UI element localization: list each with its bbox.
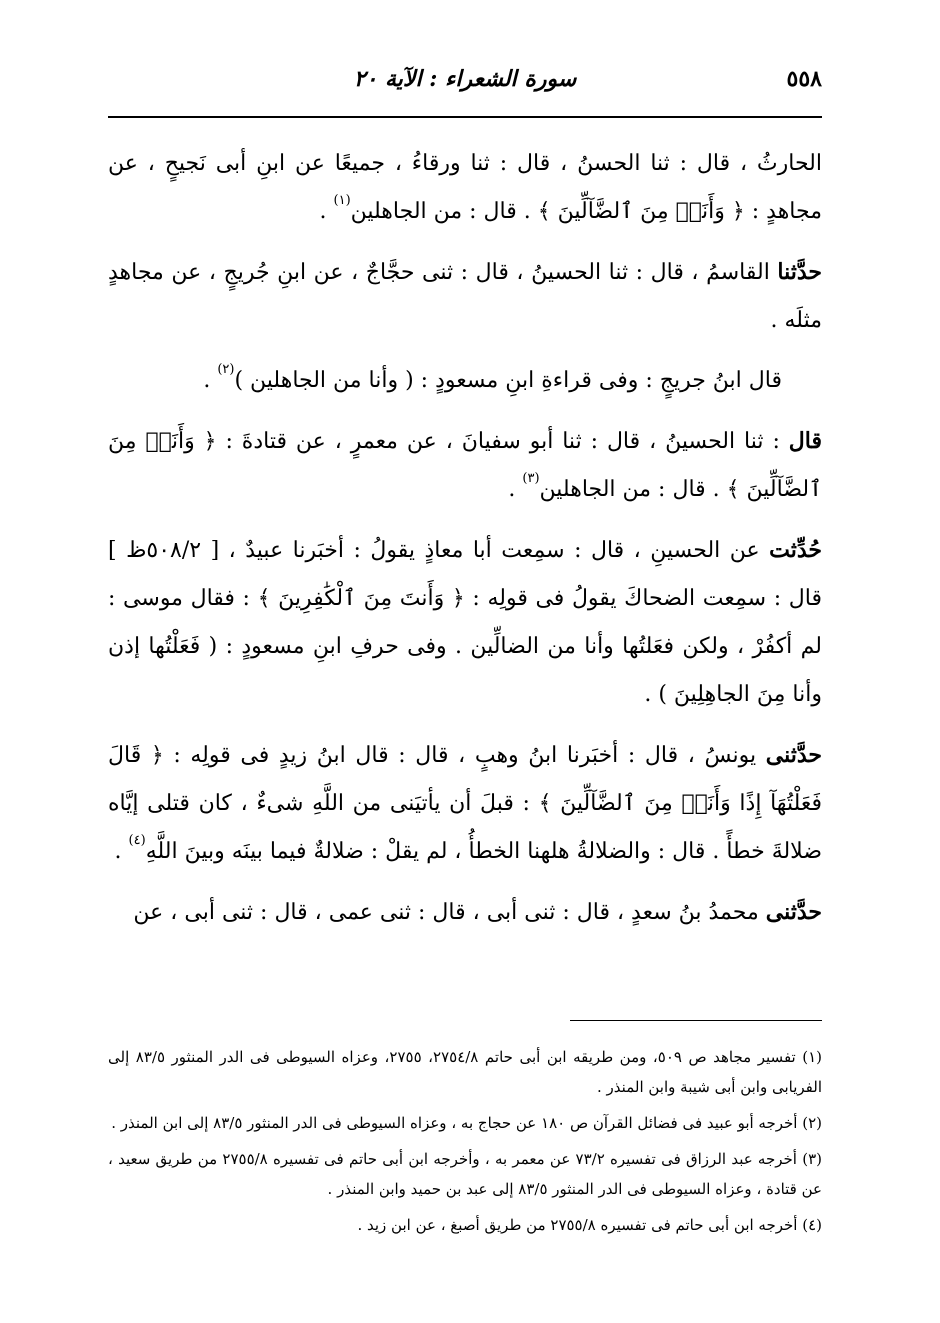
paragraph-lead: حدَّثنى <box>765 742 822 768</box>
footnote-ref-2: (٢) <box>217 362 235 377</box>
header-rule <box>108 116 822 118</box>
footnote-ref-4: (٤) <box>128 833 146 848</box>
footnote-1: (١) تفسير مجاهد ص ٥٠٩، ومن طريقه ابن أبى حاتم ٢٧٥٤/٨، ٢٧٥٥، وعزاه السيوطى فى الدر المنثور ٨٣/٥ إلى الفريابى وابن أبى شيبة وابن المنذر . <box>108 1048 823 1096</box>
paragraph-lead: قال <box>788 428 822 454</box>
footnote-rule <box>570 1020 822 1021</box>
paragraph-7 <box>108 888 822 937</box>
paragraph-5 <box>108 526 822 719</box>
footnote-3: (٣) أخرجه عبد الرزاق فى تفسيره ٧٣/٢ عن معمر به ، وأخرجه ابن أبى حاتم فى تفسيره ٢٧٥٥/٨ من طريق سعيد ، عن قتادة ، وعزاه السيوطى فى الدر المنثور ٨٣/٥ إلى عبد بن حميد وابن المنذر . <box>108 1150 822 1198</box>
paragraph-text: : ثنا الحسينُ ، قال : ثنا أبو سفيانَ ، عن معمرٍ ، عن قتادةَ : ﴿ وَأَنَا۠ مِنَ ٱلضَّآلِّينَ ﴾ . قال : من الجاهلين <box>108 429 822 502</box>
footnote-ref-3: (٣) <box>522 471 540 486</box>
paragraph-text: القاسمُ ، قال : ثنا الحسينُ ، قال : ثنى حجَّاجٌ ، عن ابنِ جُريجٍ ، عن مجاهدٍ مثلَه . <box>108 260 822 333</box>
footnote-ref-1: (١) <box>333 193 351 208</box>
paragraph-text: يونسُ ، قال : أخبَرنا ابنُ وهبٍ ، قال : قال ابنُ زيدٍ فى قولِه : ﴿ قَالَ فَعَلْتُهَآ إِذًا وَأَنَا۠ مِنَ ٱلضَّآلِّينَ ﴾ : قبلَ أن يأتيَنى من اللَّهِ شىءٌ ، كان قتلى إيَّاه ضلالةَ خطأً . قال : والضلالةُ هلهنا الخطأُ ، لم يقلْ : ضلالةٌ فيما بينَه وبينَ اللَّهِ <box>108 743 822 864</box>
paragraph-1: الحارثُ ، قال : ثنا الحسنُ ، قال : ثنا ورقاءُ ، جميعًا عن ابنِ أبى نَجيحٍ ، عن مجاهدٍ : ﴿ وَأَنَا۠ مِنَ ٱلضَّآلِّينَ ﴾ . قال : من الجاهلين$^{(١)}$ . <box>108 151 822 224</box>
paragraph-6: حدَّثنى يونسُ ، قال : أخبَرنا ابنُ وهبٍ ، قال : قال ابنُ زيدٍ فى قولِه : ﴿ قَالَ فَعَلْتُهَآ إِذًا وَأَنَا۠ مِنَ ٱلضَّآلِّينَ ﴾ : قبلَ أن يأتيَنى من اللَّهِ شىءٌ ، كان قتلى إيَّاه ضلالةَ خطأً . قال : والضلالةُ هلهنا الخطأُ ، لم يقلْ : ضلالةٌ فيما بينَه وبينَ اللَّهِ$^{(٤)}$ . <box>108 742 822 864</box>
page-number: ٥٥٨ <box>786 66 822 92</box>
footnotes <box>108 1042 822 1246</box>
paragraph-text: محمدُ بنُ سعدٍ ، قال : ثنى أبى ، قال : ثنى عمى ، قال : ثنى أبى ، عن <box>133 900 766 925</box>
paragraph-text: الحارثُ ، قال : ثنا الحسنُ ، قال : ثنا ورقاءُ ، جميعًا عن ابنِ أبى نَجيحٍ ، عن مجاهدٍ : ﴿ وَأَنَا۠ مِنَ ٱلضَّآلِّينَ ﴾ . قال : من الجاهلين <box>108 151 822 224</box>
paragraph-lead: حدَّثنى <box>765 899 822 925</box>
paragraph-2 <box>108 248 822 345</box>
paragraph-lead: حُدِّثت <box>769 537 823 563</box>
paragraph-text: قال ابنُ جريجٍ : وفى قراءةِ ابنِ مسعودٍ : ( وأنا من الجاهلين ) <box>234 368 782 393</box>
paragraph-lead: حدَّثنا <box>777 259 822 285</box>
page-header <box>108 62 822 106</box>
footnote-2: (٢) أخرجه أبو عبيد فى فضائل القرآن ص ١٨٠ عن حجاج به ، وعزاه السيوطى فى الدر المنثور ٨٣/٥ إلى ابن المنذر . <box>111 1114 822 1132</box>
main-text <box>108 140 822 949</box>
paragraph-text: عن الحسينِ ، قال : سمِعت أبا معاذٍ يقولُ : أخبَرنا عبيدٌ ، [ ٥٠٨/٢ظ ] قال : سمِعت الضحاكَ يقولُ فى قولِه : ﴿ وَأَنتَ مِنَ ٱلْكَٰفِرِينَ ﴾ : فقال موسى : لم أكفُرْ ، ولكن فعَلتُها وأنا من الضالِّين . وفى حرفِ ابنِ مسعودٍ : ( فَعَلْتُها إذن وأنا مِنَ الجاهِلِينَ ) . <box>108 538 822 707</box>
paragraph-3: قال ابنُ جريجٍ : وفى قراءةِ ابنِ مسعودٍ : ( وأنا من الجاهلين )$^{(٢)}$ . <box>203 362 782 393</box>
paragraph-4: قال : ثنا الحسينُ ، قال : ثنا أبو سفيانَ ، عن معمرٍ ، عن قتادةَ : ﴿ وَأَنَا۠ مِنَ ٱلضَّآلِّينَ ﴾ . قال : من الجاهلين$^{(٣)}$ . <box>108 428 822 502</box>
running-head: سورة الشعراء : الآية ٢٠ <box>353 66 577 92</box>
footnote-4: (٤) أخرجه ابن أبى حاتم فى تفسيره ٢٧٥٥/٨ من طريق أصبغ ، عن ابن زيد . <box>357 1216 822 1234</box>
